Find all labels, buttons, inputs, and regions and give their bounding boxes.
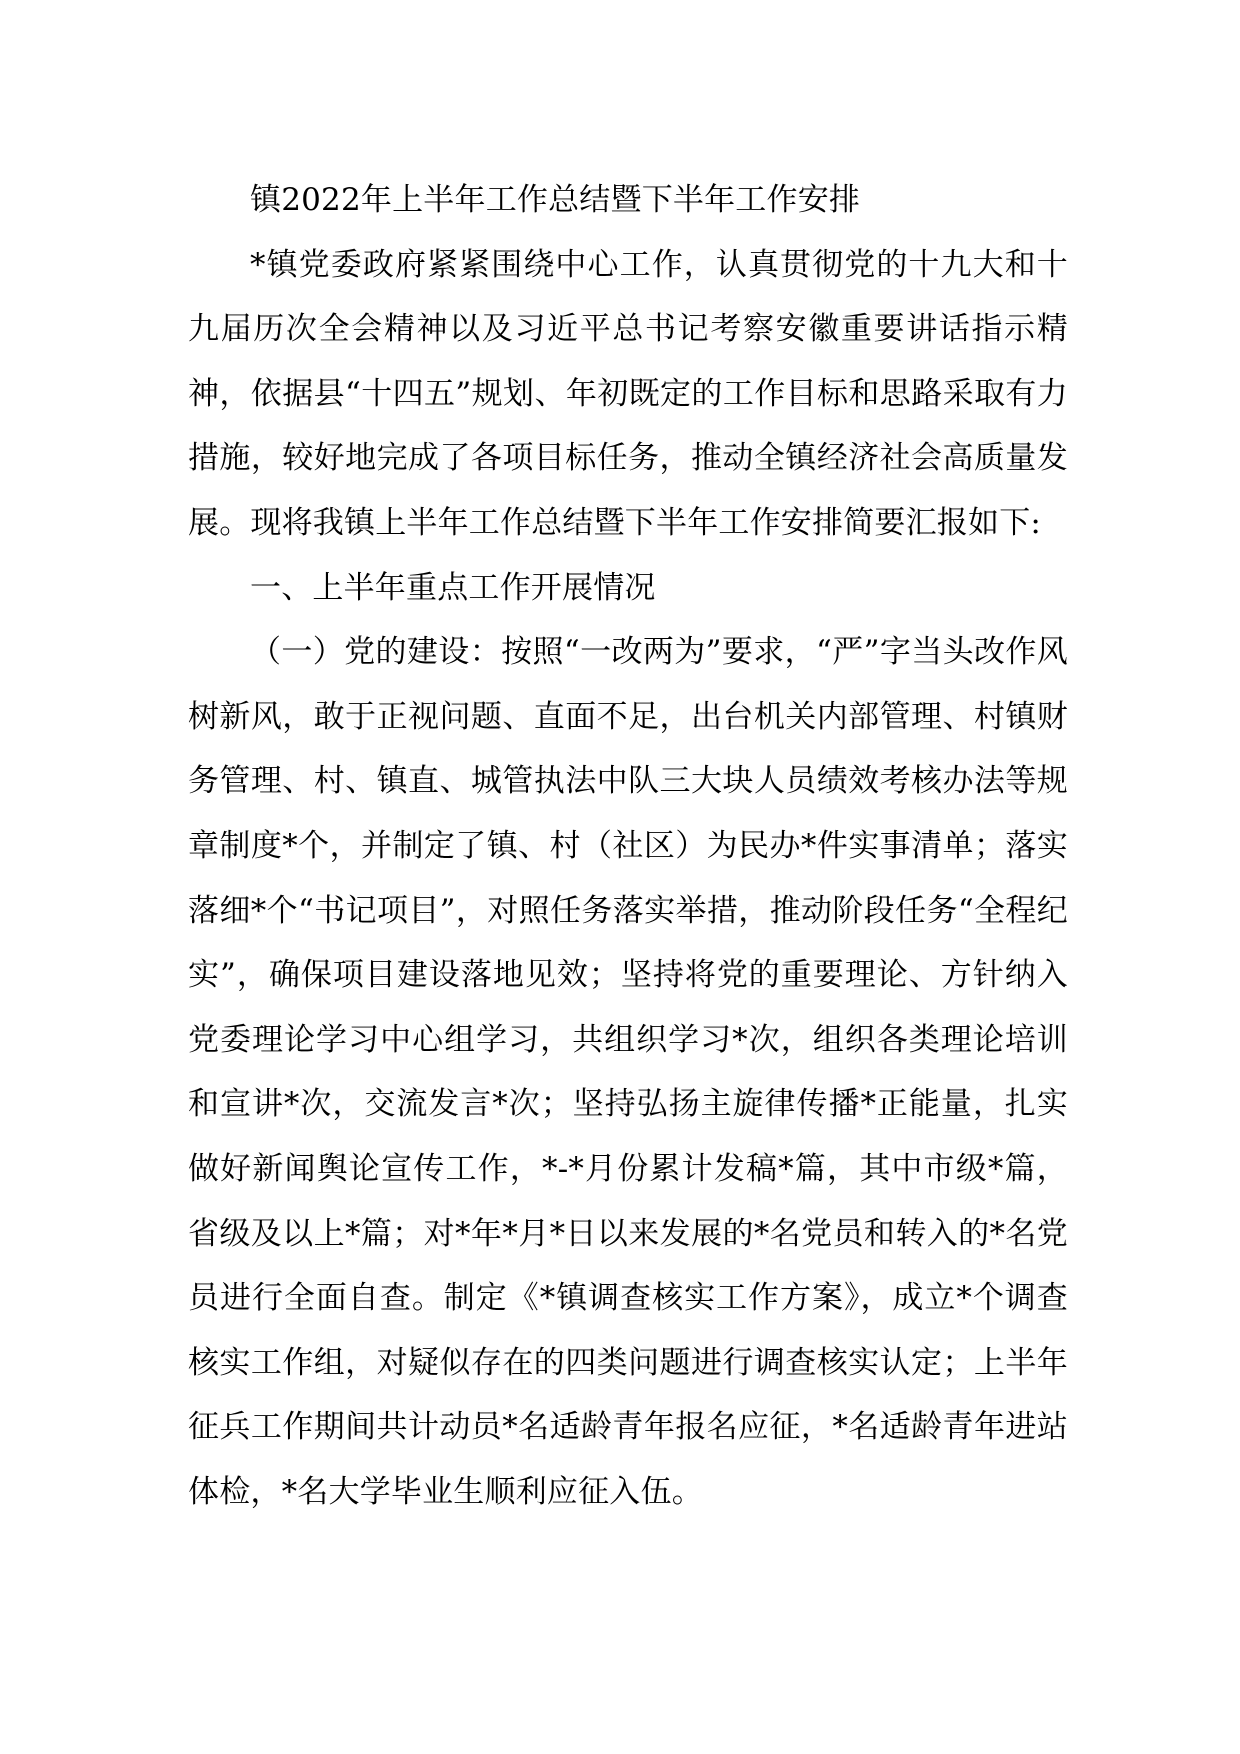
section-heading: 一、上半年重点工作开展情况 (250, 569, 656, 606)
document-title: 镇2022年上半年工作总结暨下半年工作安排 (250, 182, 861, 218)
intro-paragraph: *镇党委政府紧紧围绕中心工作，认真贯彻党的十九大和十九届历次全会精神以及习近平总书记考察安徽重要讲话指示精神，依据县“十四五”规划、年初既定的工作目标和思路采取有力措施，较好地完成了各项目标任务，推动全镇经济社会高质量发展。现将我镇上半年工作总结暨下半年工作安排简要汇报如下: (188, 246, 1068, 541)
document-body (188, 168, 1068, 1524)
party-building-paragraph: （一）党的建设：按照“一改两为”要求，“严”字当头改作风树新风，敢于正视问题、直面不足，出台机关内部管理、村镇财务管理、村、镇直、城管执法中队三大块人员绩效考核办法等规章制度*个，并制定了镇、村（社区）为民办*件实事清单；落实落细*个“书记项目”，对照任务落实举措，推动阶段任务“全程纪实”，确保项目建设落地见效；坚持将党的重要理论、方针纳入党委理论学习中心组学习，共组织学习*次，组织各类理论培训和宣讲*次，交流发言*次；坚持弘扬主旋律传播*正能量，扎实做好新闻舆论宣传工作，*-*月份累计发稿*篇，其中市级*篇，省级及以上*篇；对*年*月*日以来发展的*名党员和转入的*名党员进行全面自查。制定《*镇调查核实工作方案》，成立*个调查核实工作组，对疑似存在的四类问题进行调查核实认定；上半年征兵工作期间共计动员*名适龄青年报名应征，*名适龄青年进站体检，*名大学毕业生顺利应征入伍。 (188, 634, 1068, 1510)
